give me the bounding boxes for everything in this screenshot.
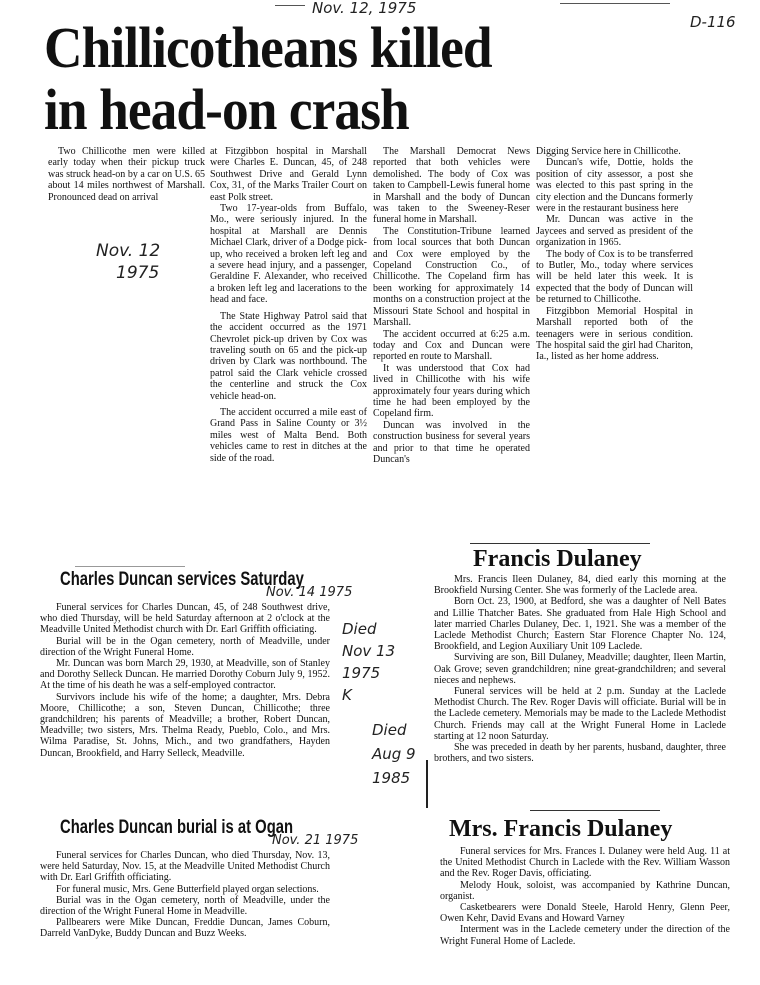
handwritten-text: 1975 bbox=[342, 664, 381, 682]
headline-line-2: in head-on crash bbox=[44, 77, 409, 142]
divider bbox=[470, 543, 650, 544]
paragraph: Funeral services for Charles Duncan, who died Thursday, Nov. 13, were held Saturday, Nov. 15, at the Meadville United Methodist Church with Dr. Earl Griffith officiating. bbox=[40, 850, 330, 884]
paragraph: Two Chillicothe men were killed early today when their pickup truck was struck head-on by a car on U.S. 65 about 14 miles northwest of Marshall. Pronounced dead on arrival bbox=[48, 146, 205, 203]
handwritten-text: K bbox=[342, 686, 352, 704]
burial-headline: Charles Duncan burial is at Ogan bbox=[60, 817, 294, 838]
paragraph: Fitzgibbon Memorial Hospital in Marshall reported both of the teenagers were in serious condition. The hospital said the girl had Chariton, Ia., listed as her home address. bbox=[536, 305, 693, 363]
obituary-1-headline: Francis Dulaney bbox=[473, 546, 642, 572]
paragraph: The accident occurred a mile east of Grand Pass in Saline County or 3½ miles west of Malta Bend. Both vehicles came to rest in ditches at the side of the road. bbox=[210, 406, 367, 464]
margin-mark bbox=[426, 760, 428, 808]
burial-body bbox=[40, 850, 330, 940]
paragraph: Casketbearers were Donald Steele, Harold Henry, Glenn Peer, Owen Kehr, David Evans and Howard Varney bbox=[440, 902, 730, 925]
paragraph: Survivors include his wife of the home; a daughter, Mrs. Debra Moore, Chillicothe; a son, Steven Duncan, Chillicothe; three grandchildren; his parents of Meadville; a brother, Robert Duncan, Meadville; two sisters, Mrs. Thelma Ready, Pueblo, Colo., and Mrs. Wilma Paradise, St. Johns, Mich., and two grandfathers, Hayden Duncan, Brookfield, and Harry Selleck, Meadville. bbox=[40, 691, 330, 759]
divider bbox=[530, 810, 660, 811]
handwritten-text: Nov. 12 bbox=[96, 241, 161, 261]
paragraph: Duncan's wife, Dottie, holds the position of city assessor, a post she was elected to this past spring in the city election and the Duncans formerly were in the restaurant business here bbox=[536, 157, 693, 215]
paragraph: Burial was in the Ogan cemetery, north of Meadville, under the direction of the Wright Funeral Home in Meadville. bbox=[40, 894, 330, 918]
paragraph: Duncan was involved in the construction business for several years and prior to that time he operated Duncan's bbox=[373, 419, 530, 465]
crash-column-1 bbox=[48, 146, 205, 203]
handwritten-date: Nov. 12, 1975 bbox=[312, 0, 417, 17]
paragraph: Interment was in the Laclede cemetery under the direction of the Wright Funeral Home of Laclede. bbox=[440, 924, 730, 947]
paragraph: at Fitzgibbon hospital in Marshall were Charles E. Duncan, 45, of 248 Southwest Drive and Gerald Lynn Cox, 31, of the Marks Trailer Court on east Polk street. bbox=[210, 146, 367, 203]
handwritten-text: 1985 bbox=[372, 769, 411, 787]
handwritten-died-note-2 bbox=[372, 718, 416, 790]
services-headline: Charles Duncan services Saturday bbox=[60, 569, 304, 590]
handwritten-text: Died bbox=[342, 620, 377, 638]
paragraph: Mr. Duncan was born March 29, 1930, at Meadville, son of Stanley and Dorothy Selleck Duncan. He married Dorothy Coburn July 9, 1952. At the time of his death he was a self-employed contractor. bbox=[40, 658, 330, 692]
paragraph: Mr. Duncan was active in the Jaycees and served as president of the organization in 1965. bbox=[536, 214, 693, 249]
handwritten-text: Nov 13 bbox=[342, 642, 396, 660]
paragraph: Melody Houk, soloist, was accompanied by Kathrine Duncan, organist. bbox=[440, 879, 730, 902]
paragraph: For funeral music, Mrs. Gene Butterfield played organ selections. bbox=[56, 883, 319, 895]
paragraph: The Marshall Democrat News reported that both vehicles were demolished. The body of Cox was taken to Campbell-Lewis funeral home in Marshall and the body of Duncan was taken to the Sweeney-Reser funeral home in Marshall. bbox=[373, 146, 530, 226]
paragraph: It was understood that Cox had lived in Chillicothe with his wife approximately four years during which time he had been employed by the Copeland firm. bbox=[373, 362, 530, 420]
handwritten-burial-date: Nov. 21 1975 bbox=[272, 833, 359, 848]
services-body bbox=[40, 602, 330, 759]
paragraph: The State Highway Patrol said that the accident occurred as the 1971 Chevrolet pick-up driven by Cox was traveling south on 65 and the pick-up driven by Clark was northbound. The patrol said the Clark vehicle crossed the centerline and struck the Cox vehicle head-on. bbox=[210, 310, 367, 402]
crash-column-4 bbox=[536, 146, 693, 363]
paragraph: Digging Service here in Chillicothe. bbox=[536, 146, 681, 157]
paragraph: Two 17-year-olds from Buffalo, Mo., were seriously injured. In the hospital at Marshall are Dennis Michael Clark, driver of a Dodge pick-up, who received a broken left leg and a severe head injury, and a passenger, Geraldine F. Alexander, who received a broken left leg and lacerations to the head and face. bbox=[210, 203, 367, 306]
paragraph: Mrs. Francis Ileen Dulaney, 84, died early this morning at the Brookfield Nursing Center. She was formerly of the Laclede area. bbox=[434, 574, 726, 597]
handwritten-text: Died bbox=[372, 721, 407, 739]
headline-line-1: Chillicotheans killed bbox=[44, 15, 492, 80]
paragraph: The accident occurred at 6:25 a.m. today and Cox and Duncan were reported en route to Marshall. bbox=[373, 328, 530, 363]
clipping-edge-rule bbox=[275, 5, 305, 6]
handwritten-text: 1975 bbox=[116, 263, 160, 283]
obituary-1-body bbox=[434, 574, 726, 764]
paragraph: Burial will be in the Ogan cemetery, north of Meadville, under direction of the Wright Funeral Home. bbox=[40, 635, 330, 658]
paragraph: She was preceded in death by her parents, husband, daughter, three brothers, and two sisters. bbox=[434, 742, 726, 765]
handwritten-died-note-1 bbox=[342, 618, 395, 706]
paragraph: Funeral services for Mrs. Frances I. Dulaney were held Aug. 11 at the United Methodist Church in Laclede with the Rev. William Wasson and the Rev. Roger Davis, officiating. bbox=[440, 846, 730, 880]
handwritten-text: Aug 9 bbox=[372, 745, 416, 763]
obituary-2-headline: Mrs. Francis Dulaney bbox=[449, 816, 673, 842]
paragraph: Funeral services for Charles Duncan, 45, of 248 Southwest drive, who died Thursday, will be held Saturday afternoon at 2 o'clock at the Meadville United Methodist church with Dr. Earl Griffith officiating. bbox=[40, 602, 330, 636]
paragraph: The Constitution-Tribune learned from local sources that both Duncan and Cox were employed by the Copeland Construction Co., of Chillicothe. The Copeland firm has been working for approximately 14 months on a construction project at the Missouri State School and hospital in Marshall. bbox=[373, 225, 530, 329]
handwritten-catalog-code: D-116 bbox=[690, 13, 736, 31]
paragraph: Born Oct. 23, 1900, at Bedford, she was a daughter of Nell Bates and Lillie Thatcher Bates. She graduated from Hale High School and later married Charles Dulaney, Dec. 1, 1921. She was a member of the Laclede Methodist Church; Eastern Star Florence Chapter No. 124, Brookfield, and Legion Auxiliary Unit 109 Laclede. bbox=[434, 596, 726, 653]
paragraph: The body of Cox is to be transferred to Butler, Mo., today where services will be held later this week. It is expected that the body of Duncan will be returned to Chillicothe. bbox=[536, 248, 693, 306]
obituary-2-body bbox=[440, 846, 730, 947]
crash-column-2 bbox=[210, 146, 367, 464]
clipping-edge-rule bbox=[560, 3, 670, 4]
divider bbox=[75, 566, 185, 567]
paragraph: Surviving are son, Bill Dulaney, Meadville; daughter, Ileen Martin, Oak Grove; seven grandchildren; nine great-grandchildren; and several nieces and nephews. bbox=[434, 652, 726, 686]
paragraph: Pallbearers were Mike Duncan, Freddie Duncan, James Coburn, Darreld VanDyke, Buddy Duncan and Buzz Weeks. bbox=[40, 917, 330, 940]
crash-column-3 bbox=[373, 146, 530, 465]
handwritten-margin-date bbox=[96, 240, 160, 284]
handwritten-services-date: Nov. 14 1975 bbox=[266, 585, 353, 600]
paragraph: Funeral services will be held at 2 p.m. Sunday at the Laclede Methodist Church. The Rev. Roger Davis will officiate. Burial will be in the Laclede cemetery. Memorials may be made to the Laclede Methodist Church. Friends may call at the Wright Funeral Home in Laclede starting at 12 noon Saturday. bbox=[434, 686, 726, 742]
